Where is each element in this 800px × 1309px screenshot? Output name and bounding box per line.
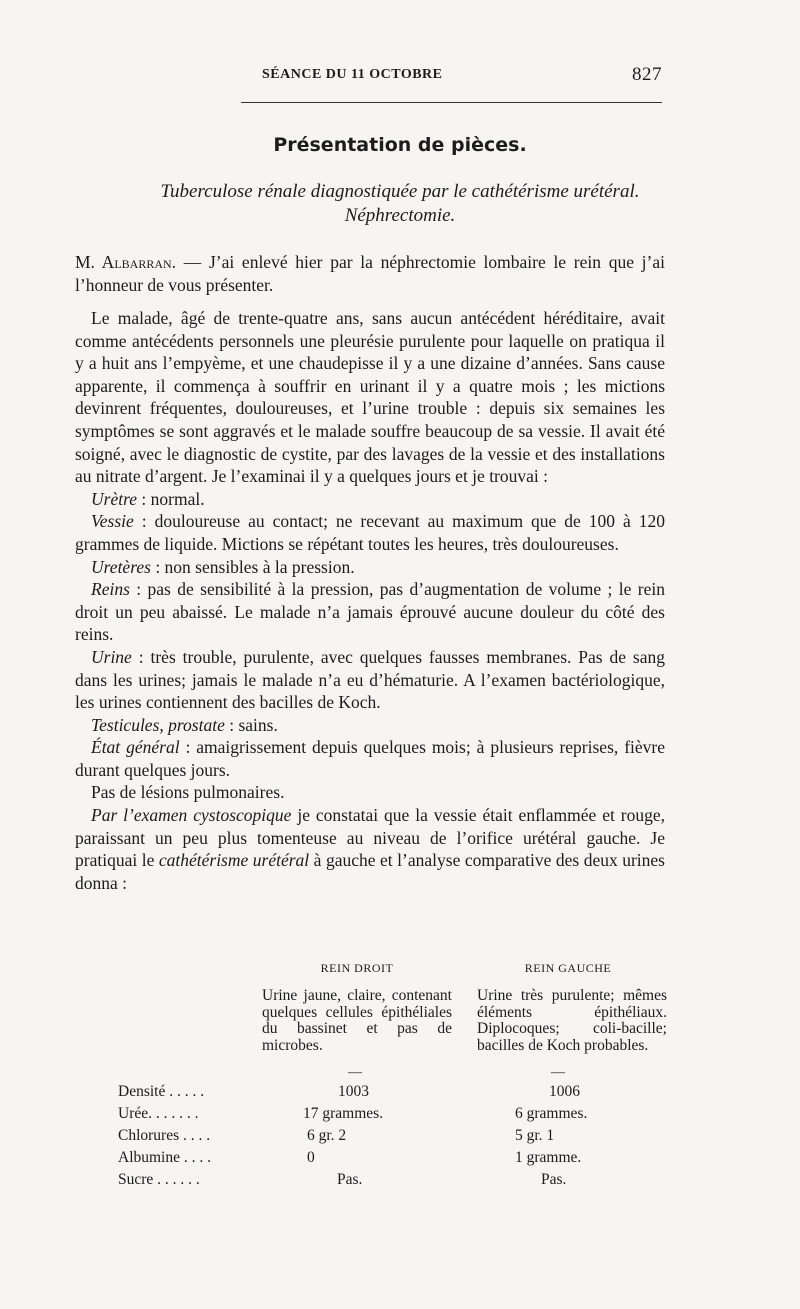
subtitle-line-2: Néphrectomie. — [344, 205, 456, 226]
finding-term: Vessie — [91, 511, 134, 532]
finding-text: : pas de sensibilité à la pression, pas d’augmentation de volume ; le rein droit un peu abaissé. Le malade n’a jamais éprouvé aucune douleur du côté des reins. — [75, 579, 665, 645]
finding-text: : sains. — [224, 714, 278, 735]
cysto-term: Par l’examen cystoscopique — [91, 805, 292, 826]
rein-droit-description — [262, 988, 452, 1054]
row-value-right: 1003 — [338, 1083, 369, 1100]
finding-text: : très trouble, purulente, avec quelques fausses membranes. Pas de sang dans les urines; jamais le malade n’a eu d’hématurie. A l’examen bactériologique, les urines contiennent des bacilles de Koch. — [75, 646, 665, 713]
column-heading-rein-gauche: REIN GAUCHE — [524, 961, 612, 975]
finding-text: : amaigrissement depuis quelques mois; à plusieurs reprises, fièvre durant quelques jours. — [75, 737, 665, 780]
row-label-sucre: Sucre . . . . . . — [118, 1171, 200, 1188]
lungs-paragraph: Pas de lésions pulmonaires. — [91, 782, 285, 803]
rein-droit-separator: — — [348, 1065, 362, 1080]
column-heading-rein-droit: REIN DROIT — [320, 961, 394, 975]
finding-text: : douloureuse au contact; ne recevant au maximum que de 100 à 120 grammes de liquide. Mictions se répétant toutes les heures, très douloureuses. — [75, 511, 665, 554]
speaker-name: M. Albarran. — [75, 252, 177, 272]
finding-term: Uretères — [91, 556, 151, 577]
cysto-text-2: à gauche et l’analyse comparative des deux urines donna : — [75, 850, 665, 893]
rein-droit-description-text: Urine jaune, claire, contenant quelques cellules épithéliales du bassinet et pas de microbes. — [262, 987, 452, 1054]
rein-gauche-separator: — — [551, 1065, 565, 1080]
finding-text: : non sensibles à la pression. — [150, 556, 355, 577]
finding-text: : normal. — [137, 488, 205, 509]
section-title: Présentation de pièces. — [273, 134, 527, 156]
row-value-left: 1 gramme. — [515, 1149, 582, 1166]
row-value-right: 6 gr. 2 — [307, 1127, 347, 1144]
finding-term: Reins — [91, 579, 130, 600]
page-number: 827 — [632, 64, 662, 85]
rein-gauche-description — [477, 988, 667, 1054]
row-label-albumine: Albumine . . . . — [118, 1149, 211, 1166]
row-label-densite: Densité . . . . . — [118, 1083, 205, 1100]
row-value-left: Pas. — [541, 1171, 567, 1188]
row-value-left: 1006 — [549, 1083, 580, 1100]
history-paragraph: Le malade, âgé de trente-quatre ans, sans aucun antécédent héréditaire, avait comme antécédents personnels une pleurésie purulente pour laquelle on pratiqua il y a huit ans l’empyème, et une chaudepisse il y a une dizaine d’années. Sans cause apparente, il commença à souffrir en urinant il y a quatre mois ; les mictions devinrent fréquentes, douloureuses, et l’urine trouble : depuis six semaines les symptômes se sont aggravés et le malade souffre beaucoup de sa vessie. Il avait été soigné, avec le diagnostic de cystite, par des lavages de la vessie et des installations au nitrate d’argent. Je l’examinai il y a quelques jours et je trouvai : — [75, 308, 665, 487]
rein-gauche-description-text: Urine très purulente; mêmes éléments épithéliaux. Diplocoques; coli-bacille; bacilles de Koch probables. — [477, 987, 667, 1054]
row-value-right: 17 grammes. — [303, 1105, 384, 1122]
finding-term: Urètre — [91, 488, 138, 509]
subtitle-line-1: Tuberculose rénale diagnostiquée par le cathétérisme urétéral. — [160, 181, 640, 202]
finding-term: Testicules, prostate — [91, 714, 225, 735]
row-value-left: 6 grammes. — [515, 1105, 588, 1122]
running-title: SÉANCE DU 11 OCTOBRE — [262, 67, 443, 82]
row-value-right: Pas. — [337, 1171, 363, 1188]
cysto-text-1: je constatai que la vessie était enflammée et rouge, paraissant un peu plus tomenteuse au niveau de l’orifice urétéral gauche. Je pratiquai le — [75, 805, 666, 871]
row-value-left: 5 gr. 1 — [515, 1127, 555, 1144]
finding-term: Urine — [91, 646, 132, 667]
finding-term: État général — [91, 737, 180, 758]
intro-text: — J’ai enlevé hier par la néphrectomie lombaire le rein que j’ai l’honneur de vous présenter. — [75, 252, 665, 295]
row-label-chlorures: Chlorures . . . . — [118, 1127, 211, 1144]
catheter-term: cathétérisme urétéral — [158, 850, 310, 871]
row-value-right: 0 — [307, 1149, 315, 1166]
row-label-uree: Urée. . . . . . . — [118, 1105, 199, 1122]
